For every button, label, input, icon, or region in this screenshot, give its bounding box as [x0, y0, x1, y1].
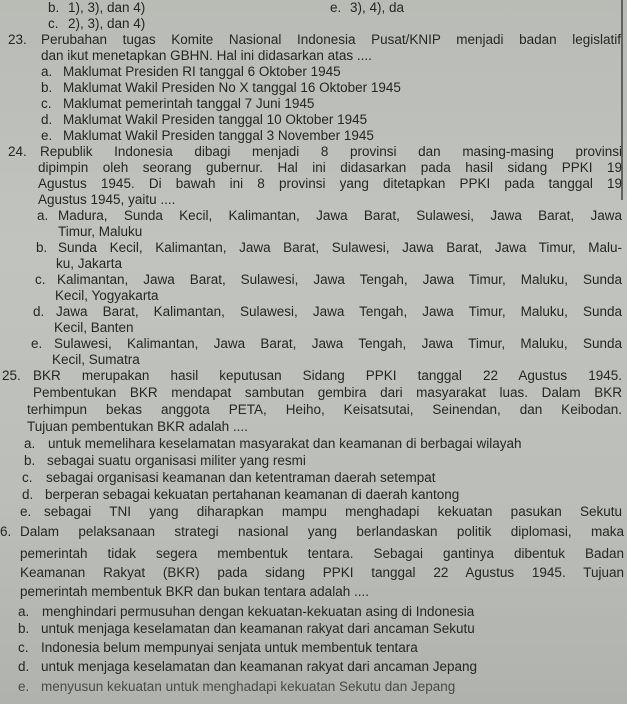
- question-number: 25.: [2, 368, 21, 383]
- option-text: sebagai suatu organisasi militer yang resmi: [47, 453, 306, 468]
- option-letter: b.: [24, 453, 36, 468]
- option-text: Jawa Barat, Kalimantan, Sulawesi, Jawa Tengah, Jawa Timur, Maluku, Sunda: [56, 304, 622, 319]
- option-text: untuk menjaga keselamatan dan keamanan rakyat dari ancaman Jepang: [41, 659, 478, 674]
- question-stem-line: dipimpin oleh seorang gubernur. Hal ini didasarkan pada hasil sidang PPKI 19: [38, 160, 622, 175]
- prev-option-letter: e.: [330, 0, 342, 15]
- option-letter: c.: [41, 96, 52, 111]
- option-letter: b.: [18, 621, 30, 636]
- option-letter: c.: [35, 272, 46, 287]
- question-stem-line: pemerintah membentuk BKR dan bukan tentara adalah ....: [20, 584, 369, 599]
- option-text-cont: Timur, Maluku: [58, 224, 143, 239]
- option-text: Madura, Sunda Kecil, Kalimantan, Jawa Barat, Sulawesi, Jawa Barat, Jawa: [58, 208, 622, 223]
- option-letter: e.: [41, 128, 53, 143]
- option-text: menghindari permusuhan dengan kekuatan-kekuatan asing di Indonesia: [42, 604, 475, 619]
- prev-option-text: 2), 3), dan 4): [68, 16, 146, 31]
- question-stem-line: terhimpun bekas anggota PETA, Heiho, Keisatsutai, Seinendan, dan Keibodan.: [27, 402, 622, 417]
- option-text: untuk menjaga keselamatan dan keamanan rakyat dari ancaman Sekutu: [41, 621, 475, 636]
- option-letter: e.: [20, 504, 32, 519]
- question-stem-line: Agustus 1945. Di bawah ini 8 provinsi yang ditetapkan PPKI pada tanggal 19: [38, 176, 622, 191]
- option-text: untuk memelihara keselamatan masyarakat dan keamanan di berbagai wilayah: [48, 436, 522, 451]
- option-text: Maklumat Presiden RI tanggal 6 Oktober 1945: [63, 64, 341, 79]
- question-number: 24.: [8, 144, 27, 159]
- question-stem-line: Perubahan tugas Komite Nasional Indonesia Pusat/KNIP menjadi badan legislatif: [41, 32, 621, 47]
- question-stem-line: Pembentukan BKR mendapat sambutan gembira dari masyarakat luas. Dalam BKR: [33, 385, 622, 400]
- option-text: berperan sebagai kekuatan pertahanan keamanan di daerah kantong: [45, 487, 460, 502]
- option-letter: d.: [41, 112, 53, 127]
- question-stem-line: Tujuan pembentukan BKR adalah ....: [27, 419, 248, 434]
- option-letter: d.: [33, 304, 45, 319]
- option-text: Maklumat Wakil Presiden tanggal 3 November 1945: [63, 128, 374, 143]
- question-stem-line: BKR merupakan hasil keputusan Sidang PPKI tanggal 22 Agustus 1945.: [33, 368, 622, 383]
- question-stem-line: Agustus 1945, yaitu ....: [38, 192, 176, 207]
- option-text: Sunda Kecil, Kalimantan, Jawa Barat, Sulawesi, Jawa Barat, Jawa Timur, Malu-: [58, 240, 622, 255]
- option-text-cont: ku, Jakarta: [56, 256, 123, 271]
- option-letter: b.: [36, 240, 48, 255]
- option-text: sebagai TNI yang diharapkan mampu menghadapi kekuatan pasukan Sekutu: [44, 504, 622, 519]
- question-stem-line: Keamanan Rakyat (BKR) pada sidang PPKI tanggal 22 Agustus 1945. Tujuan: [20, 565, 624, 580]
- option-text-cont: Kecil, Sumatra: [52, 352, 140, 367]
- option-letter: a.: [18, 604, 30, 619]
- option-text-cont: Kecil, Yogyakarta: [55, 288, 159, 303]
- question-stem-line: pemerintah tidak segera membentuk tentara. Sebagai gantinya dibentuk Badan: [20, 546, 624, 561]
- option-text-cont: Kecil, Banten: [54, 320, 134, 335]
- option-letter: a.: [41, 64, 53, 79]
- option-text: menyusun kekuatan untuk menghadapi kekuatan Sekutu dan Jepang: [41, 679, 456, 694]
- option-text: Sulawesi, Kalimantan, Jawa Barat, Jawa Tengah, Jawa Timur, Maluku, Sunda: [54, 336, 622, 351]
- option-letter: c.: [18, 640, 29, 655]
- option-letter: e.: [31, 336, 43, 351]
- prev-option-letter: b.: [48, 0, 60, 15]
- option-letter: a.: [37, 208, 49, 223]
- option-letter: d.: [22, 487, 34, 502]
- question-number: 6.: [0, 524, 12, 539]
- prev-option-letter: c.: [48, 16, 59, 31]
- option-text: Maklumat pemerintah tanggal 7 Juni 1945: [63, 96, 315, 111]
- option-letter: b.: [41, 80, 53, 95]
- option-text: Indonesia belum mempunyai senjata untuk membentuk tentara: [41, 640, 418, 655]
- question-number: 23.: [8, 32, 27, 47]
- option-letter: e.: [18, 679, 30, 694]
- option-text: sebagai organisasi keamanan dan ketentraman daerah setempat: [46, 470, 436, 485]
- option-letter: c.: [22, 470, 33, 485]
- question-stem-line: Republik Indonesia dibagi menjadi 8 provinsi dan masing-masing provinsi: [40, 144, 622, 159]
- question-stem-line: dan ikut menetapkan GBHN. Hal ini didasarkan atas ....: [41, 48, 372, 63]
- option-letter: d.: [18, 659, 30, 674]
- prev-option-text: 3), 4), da: [350, 0, 405, 15]
- option-text: Kalimantan, Jawa Barat, Sulawesi, Jawa Tengah, Jawa Timur, Maluku, Sunda: [57, 272, 622, 287]
- option-letter: a.: [24, 436, 36, 451]
- option-text: Maklumat Wakil Presiden No X tanggal 16 Oktober 1945: [63, 80, 401, 95]
- question-stem-line: Dalam pelaksanaan strategi nasional yang berlandaskan politik diplomasi, maka: [20, 524, 624, 539]
- option-text: Maklumat Wakil Presiden tanggal 10 Oktober 1945: [63, 112, 368, 127]
- prev-option-text: 1), 3), dan 4): [68, 0, 146, 15]
